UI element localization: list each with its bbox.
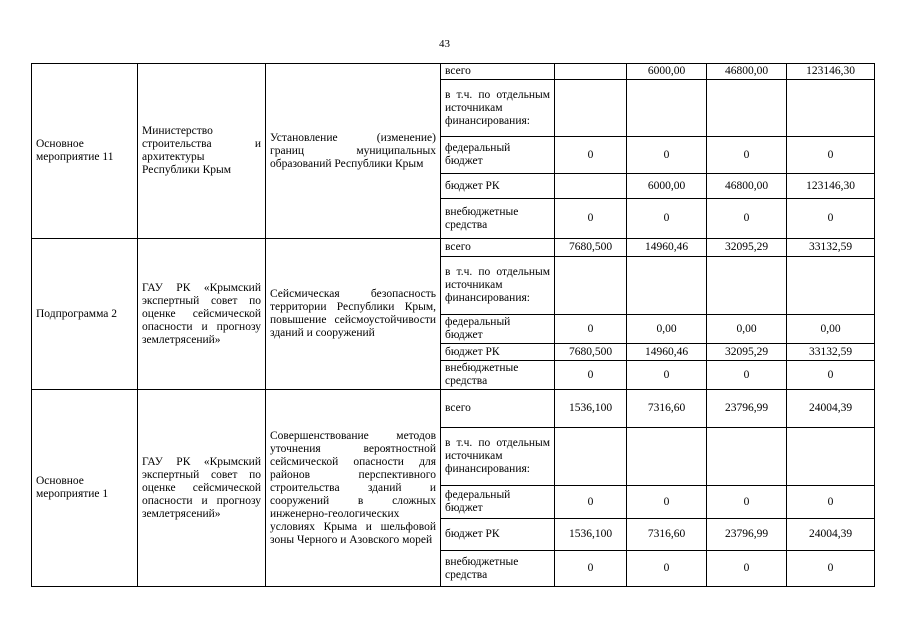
funding-source-cell: федеральный бюджет bbox=[441, 486, 555, 519]
funding-source-cell: всего bbox=[441, 390, 555, 428]
amount-cell: 0,00 bbox=[787, 315, 875, 344]
description-cell: Установление (изменение) границ муниципальных образований Республики Крым bbox=[266, 64, 441, 239]
amount-cell: 0 bbox=[707, 137, 787, 174]
funding-source-cell: бюджет РК bbox=[441, 344, 555, 361]
amount-cell: 0 bbox=[787, 137, 875, 174]
funding-source-cell: внебюджетные средства bbox=[441, 551, 555, 587]
amount-cell: 1536,100 bbox=[555, 519, 627, 551]
funding-source-cell: бюджет РК bbox=[441, 174, 555, 199]
amount-cell bbox=[555, 64, 627, 80]
program-name-cell: Подпрограмма 2 bbox=[32, 239, 138, 390]
amount-cell bbox=[707, 80, 787, 137]
amount-cell: 23796,99 bbox=[707, 519, 787, 551]
funding-source-cell: всего bbox=[441, 64, 555, 80]
table-row bbox=[32, 64, 875, 80]
amount-cell bbox=[787, 80, 875, 137]
amount-cell: 6000,00 bbox=[627, 174, 707, 199]
amount-cell: 0 bbox=[787, 361, 875, 390]
budget-table bbox=[31, 63, 875, 587]
amount-cell: 0 bbox=[787, 199, 875, 239]
program-name-cell: Основное мероприятие 1 bbox=[32, 390, 138, 587]
amount-cell: 0 bbox=[707, 486, 787, 519]
funding-source-cell: в т.ч. по отдельным источникам финансирования: bbox=[441, 428, 555, 486]
executor-cell: ГАУ РК «Крымский экспертный совет по оценке сейсмической опасности и прогнозу землетрясений» bbox=[138, 239, 266, 390]
amount-cell bbox=[707, 428, 787, 486]
amount-cell: 0 bbox=[627, 551, 707, 587]
amount-cell: 0 bbox=[707, 199, 787, 239]
table-row bbox=[32, 390, 875, 428]
amount-cell: 14960,46 bbox=[627, 239, 707, 257]
amount-cell bbox=[555, 80, 627, 137]
amount-cell bbox=[627, 257, 707, 315]
amount-cell: 7316,60 bbox=[627, 519, 707, 551]
amount-cell: 0 bbox=[555, 315, 627, 344]
amount-cell bbox=[555, 428, 627, 486]
amount-cell: 33132,59 bbox=[787, 239, 875, 257]
amount-cell: 0 bbox=[627, 199, 707, 239]
amount-cell: 7680,500 bbox=[555, 344, 627, 361]
amount-cell: 24004,39 bbox=[787, 390, 875, 428]
funding-source-cell: внебюджетные средства bbox=[441, 361, 555, 390]
amount-cell bbox=[787, 428, 875, 486]
amount-cell: 33132,59 bbox=[787, 344, 875, 361]
amount-cell bbox=[787, 257, 875, 315]
amount-cell: 23796,99 bbox=[707, 390, 787, 428]
amount-cell: 7316,60 bbox=[627, 390, 707, 428]
amount-cell: 0 bbox=[627, 361, 707, 390]
amount-cell: 46800,00 bbox=[707, 174, 787, 199]
amount-cell bbox=[627, 428, 707, 486]
amount-cell: 1536,100 bbox=[555, 390, 627, 428]
amount-cell: 0 bbox=[627, 486, 707, 519]
amount-cell: 46800,00 bbox=[707, 64, 787, 80]
funding-source-cell: всего bbox=[441, 239, 555, 257]
amount-cell bbox=[555, 257, 627, 315]
amount-cell: 0,00 bbox=[707, 315, 787, 344]
amount-cell: 14960,46 bbox=[627, 344, 707, 361]
description-cell: Совершенствование методов уточнения вероятностной сейсмической опасности для районов перспективного строительства зданий и сооружений в сложных инженерно-геологических условиях Крыма и шельфовой зоны Черного и Азовского морей bbox=[266, 390, 441, 587]
amount-cell: 0 bbox=[627, 137, 707, 174]
funding-source-cell: федеральный бюджет bbox=[441, 137, 555, 174]
amount-cell: 7680,500 bbox=[555, 239, 627, 257]
amount-cell: 0 bbox=[555, 361, 627, 390]
amount-cell: 32095,29 bbox=[707, 344, 787, 361]
amount-cell bbox=[707, 257, 787, 315]
amount-cell: 123146,30 bbox=[787, 64, 875, 80]
amount-cell: 123146,30 bbox=[787, 174, 875, 199]
funding-source-cell: в т.ч. по отдельным источникам финансирования: bbox=[441, 257, 555, 315]
amount-cell: 6000,00 bbox=[627, 64, 707, 80]
amount-cell: 0 bbox=[555, 551, 627, 587]
funding-source-cell: федеральный бюджет bbox=[441, 315, 555, 344]
executor-cell: Министерство строительства и архитектуры Республики Крым bbox=[138, 64, 266, 239]
funding-source-cell: внебюджетные средства bbox=[441, 199, 555, 239]
amount-cell: 0,00 bbox=[627, 315, 707, 344]
table-row bbox=[32, 239, 875, 257]
amount-cell: 0 bbox=[555, 137, 627, 174]
amount-cell: 0 bbox=[707, 361, 787, 390]
amount-cell: 0 bbox=[787, 486, 875, 519]
amount-cell: 24004,39 bbox=[787, 519, 875, 551]
amount-cell: 0 bbox=[787, 551, 875, 587]
program-name-cell: Основное мероприятие 11 bbox=[32, 64, 138, 239]
executor-cell: ГАУ РК «Крымский экспертный совет по оценке сейсмической опасности и прогнозу землетрясений» bbox=[138, 390, 266, 587]
amount-cell: 0 bbox=[555, 199, 627, 239]
amount-cell bbox=[627, 80, 707, 137]
description-cell: Сейсмическая безопасность территории Республики Крым, повышение сейсмоустойчивости зданий и сооружений bbox=[266, 239, 441, 390]
funding-source-cell: в т.ч. по отдельным источникам финансирования: bbox=[441, 80, 555, 137]
funding-source-cell: бюджет РК bbox=[441, 519, 555, 551]
amount-cell bbox=[555, 174, 627, 199]
amount-cell: 0 bbox=[707, 551, 787, 587]
amount-cell: 0 bbox=[555, 486, 627, 519]
amount-cell: 32095,29 bbox=[707, 239, 787, 257]
page-number: 43 bbox=[439, 38, 450, 50]
